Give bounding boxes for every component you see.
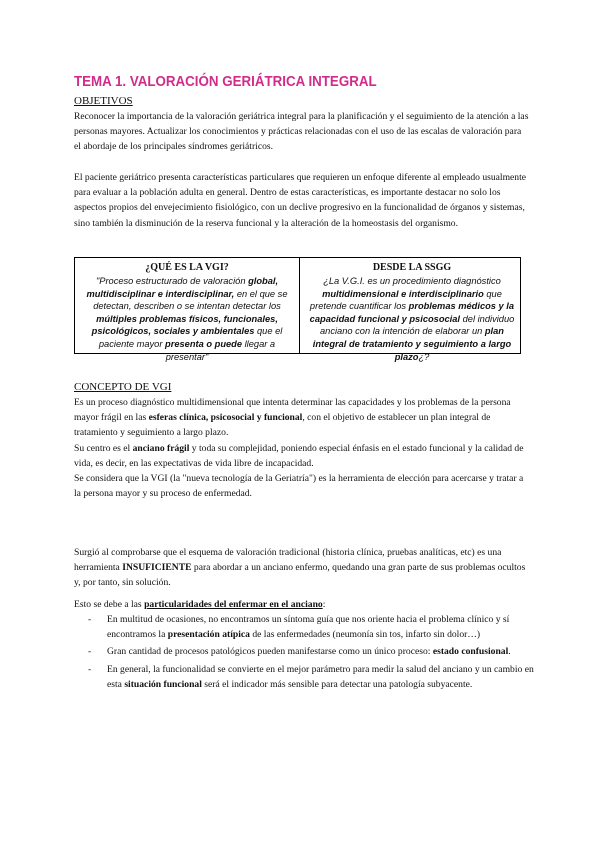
que-es-vgi-column xyxy=(78,262,296,363)
list-item: - En general, la funcionalidad se convierte en el mejor parámetro para medir la salud del anciano y un cambio en esta situación funcional será el indicador más sensible para detectar una patología subyacente. xyxy=(88,663,534,690)
intro-paragraph xyxy=(74,170,529,231)
surgio-text: Surgió al comprobarse que el esquema de valoración tradicional (historia clínica, pruebas analíticas, etc) es una herramienta INSUFICIENTE para abordar a un anciano enfermo, quedando una gran parte de sus problemas ocultos y, por tanto, sin solución. xyxy=(74,547,526,589)
concepto-p1: Es un proceso diagnóstico multidimensional que intenta determinar las capacidades y los problemas de la persona mayor frágil en las esferas clínica, psicosocial y funcional, con el objetivo de establecer un plan integral de tratamiento y seguimiento a largo plazo. xyxy=(74,397,511,439)
ssgg-title: DESDE LA SSGG xyxy=(372,262,452,273)
concepto-paragraph xyxy=(74,395,529,501)
ssgg-column xyxy=(303,262,521,363)
page-title: TEMA 1. VALORACIÓN GERIÁTRICA INTEGRAL xyxy=(74,74,377,90)
objetivos-text: Reconocer la importancia de la valoración geriátrica integral para la planificación y el seguimiento de la atención a las personas mayores. Actualizar los conocimientos y prácticas relacionadas con el uso de las escalas de valoración para el abordaje de los principales síndromes geriátricos. xyxy=(74,111,529,153)
concepto-p3: Se considera que la VGI (la "nueva tecnología de la Geriatría") es la herramienta de elección para acercarse y tratar a la persona mayor y su proceso de enfermedad. xyxy=(74,473,524,500)
que-es-vgi-title: ¿QUÉ ES LA VGI? xyxy=(145,262,229,273)
vgi-definition-box xyxy=(74,257,521,362)
objetivos-paragraph xyxy=(74,109,529,155)
concepto-heading: CONCEPTO DE VGI xyxy=(74,381,172,393)
box-divider xyxy=(299,258,300,353)
particularidades-list xyxy=(74,612,534,694)
list-dash: - xyxy=(88,663,92,675)
concepto-p2: Su centro es el anciano frágil y toda su complejidad, poniendo especial énfasis en el estado funcional y la calidad de vida, es decir, en las expectativas de vida libre de incapacidad. xyxy=(74,442,524,469)
list-item: - Gran cantidad de procesos patológicos pueden manifestarse como un único proceso: estado confusional. xyxy=(74,644,534,659)
ssgg-text: ¿La V.G.I. es un procedimiento diagnóstico multidimensional e interdisciplinario que pretende cuantificar los problemas médicos y la capacidad funcional y psicosocial del individuo anciano con la intención de elaborar un plan integral de tratamiento y seguimiento a largo plazo¿? xyxy=(309,276,515,362)
list-dash: - xyxy=(88,646,92,658)
esto-paragraph xyxy=(74,597,529,612)
list-item: - En multitud de ocasiones, no encontramos un síntoma guía que nos oriente hacia el problema clínico y sí encontramos la presentación atípica de las enfermedades (neumonía sin tos, infarto sin dolor…) xyxy=(88,614,510,641)
esto-text: Esto se debe a las particularidades del enfermar en el anciano: xyxy=(74,599,326,610)
que-es-vgi-text: "Proceso estructurado de valoración global, multidisciplinar e interdisciplinar, en el que se detectan, describen o se intentan detectar los múltiples problemas físicos, funcionales, psicológicos, sociales y ambientales que el paciente mayor presenta o puede llegar a presentar" xyxy=(86,276,288,362)
list-dash: - xyxy=(88,614,92,625)
surgio-paragraph xyxy=(74,545,529,591)
objetivos-heading: OBJETIVOS xyxy=(74,95,133,107)
intro-text: El paciente geriátrico presenta características particulares que requieren un enfoque diferente al empleado usualmente para evaluar a la población adulta en general. Dentro de estas características, es importante destacar no solo los aspectos propios del envejecimiento fisiológico, con un declive progresivo en la funcionalidad de órganos y sistemas, sino también la disminución de la reserva funcional y la alteración de la homeostasis del organismo. xyxy=(74,172,527,229)
